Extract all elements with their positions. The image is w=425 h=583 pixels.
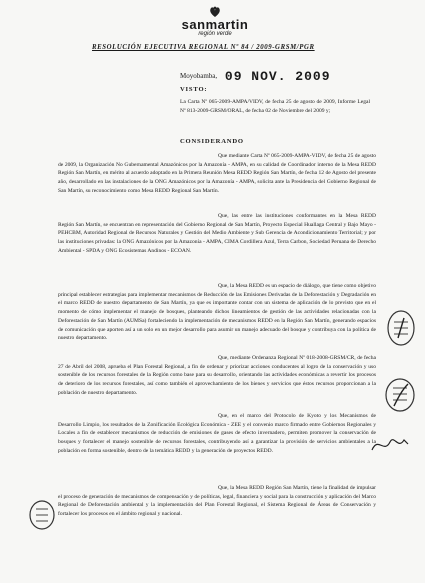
date-stamp: 09 NOV. 2009 [224,69,331,84]
date-line [180,69,331,84]
resolution-title: RESOLUCIÓN EJECUTIVA REGIONAL Nº 84 / 2009-GRSM/PGR [92,44,315,51]
visto-heading: VISTO: [180,86,208,93]
paragraph-1: Que mediante Carta Nº 065-2009-AMPA-VIDV, de fecha 25 de agosto de 2009, la Organización No Gubernamental Amazónicos por la Amazonía - AMPA, en su calidad de Coordinador interno de la Mesa REDD Región San Martín, en mérito al acuerdo adoptado en la Primera Reunión Mesa REDD Región San Martín, de fecha 12 de Agosto del presente año, desarrollado en las instalaciones de la ONG Amazónicos por la Amazonía - AMPA, solicita ante la Presidencia del Gobierno Regional de San Martín, su reconocimiento como Mesa REDD Regional San Martín. [58,153,376,194]
logo [180,6,250,38]
logo-wordmark: sanmartin [181,17,249,32]
visto-paragraph: La Carta Nº 065-2009-AMPA/VIDV, de fecha 25 de agosto de 2009, Informe Legal Nº 813-2009-GRSM/ORAL, de fecha 02 de Noviembre del 2009 y; [180,99,370,114]
official-seal-icon-3 [28,498,56,532]
paragraph-4: Que, mediante Ordenanza Regional Nº 018-2008-GRSM/CR, de fecha 27 de Abril del 2008, aprueba el Plan Forestal Regional, a fin de ordenar y priorizar acciones conducentes al logro de la conservación y uso sostenible de los recursos forestales de la Región como base para su desarrollo, orientando las actividades económicas a revertir los procesos de deterioro de los recursos forestales, así como también el aprovechamiento de los bienes y servicios que éstos recursos proporcionan a la población de nuestro departamento. [58,355,376,396]
handwritten-signature-icon [370,432,410,456]
paragraph-3: Que, la Mesa REDD es un espacio de diálogo, que tiene como objetivo principal establecer estrategias para implementar mecanismos de Reducción de las Emisiones Derivadas de la Deforestación y Degradación en el marco REDD de nuestro departamento de San Martín, ya que es importante contar con un sistema de aplicación de lo previsto que en el momento de cómo implementar el manejo de bosques, planteando dichos lineamientos de gestión de las actividades relacionadas con la Deforestación de San Martín (AUMSa) fortaleciendo la implementación de mecanismos REDD en la Región San Martín, generando espacios de comunicación que aporten así a un solo en un mejor desarrollo para asumir un manejo adecuado del bosque y contribuya con la política de nuestro departamento. [58,283,376,342]
paragraph-6: Que, la Mesa REDD Región San Martín, tiene la finalidad de impulsar el proceso de generación de mecanismos de compensación y de políticas, legal, financiera y social para la construcción y aplicación del Marco Regional de Deforestación ambiental y la implementación del Plan Forestal Regional, el Sistema Regional de Áreas de Conservación y fortalecer los procesos en el ámbito regional y nacional. [58,485,376,518]
paragraph-5: Que, en el marco del Protocolo de Kyoto y los Mecanismos de Desarrollo Limpio, los resultados de la Zonificación Ecológica Económica - ZEE y el convenio marco firmado entre Gobiernos Regionales y Locales a fin de establecer mecanismos de reducción de emisiones de gases de efecto invernadero, permiten promover la conservación de bosques y fortalecer el manejo sostenible de recursos forestales, contribuyendo así a garantizar la provisión de servicios ambientales a la población en forma sostenible, dentro de la temática REDD y la generación de proyectos REDD. [58,413,376,454]
official-seal-icon [386,308,416,348]
logo-tagline: región verde [198,31,232,37]
official-seal-icon-2 [384,376,416,414]
date-place: Moyobamba, [180,72,218,80]
considerando-heading: CONSIDERANDO [180,138,244,145]
paragraph-2: Que, las entre las instituciones conformantes en la Mesa REDD Región San Martín, se encuentran en representación del Gobierno Regional de San Martín, Proyecto Especial Huallaga Central y Bajo Mayo - PEHCBM, Autoridad Regional de Recursos Naturales y Gestión del Medio Ambiente y Sub Gerencia de Acondicionamiento Territorial; y por las instituciones privadas: la ONG Amazónicos por la Amazonía - AMPA, CIMA Cordillera Azul, Terra Carbon, Sociedad Peruana de Derecho Ambiental - SPDA y ONG Ecosistemas Andinos - ECOAN. [58,213,376,254]
